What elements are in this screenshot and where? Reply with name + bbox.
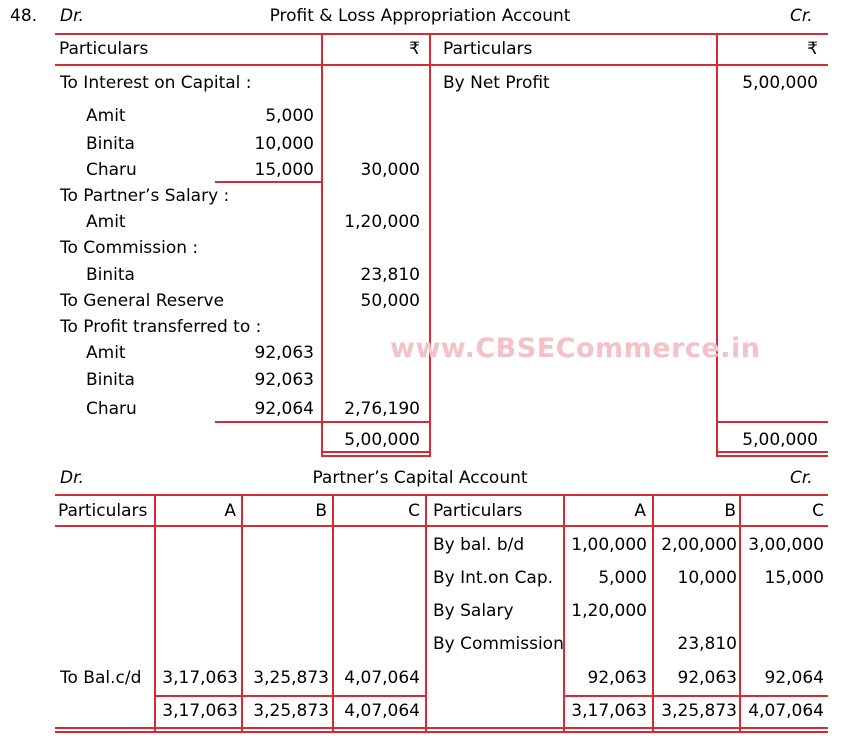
pl-left-total-bottom-2	[321, 455, 429, 457]
pl-net-profit-label: By Net Profit	[443, 73, 550, 93]
pl-divider-2	[429, 33, 431, 457]
question-number: 48.	[10, 6, 38, 26]
pl-reserve-amount: 50,000	[360, 291, 420, 311]
pl-reserve-label: To General Reserve	[60, 291, 225, 311]
pl-interest-amount: 15,000	[254, 160, 314, 180]
pl-profit-name: Amit	[86, 343, 126, 363]
cap-right-total-line	[563, 695, 828, 697]
cap-credit-a: 1,20,000	[571, 601, 647, 621]
cap-bottom-border-1	[55, 727, 828, 729]
cap-header-a: A	[224, 501, 236, 521]
pl-divider-1	[321, 33, 323, 457]
pl-interest-name: Amit	[86, 106, 126, 126]
pl-interest-amount: 10,000	[254, 134, 314, 154]
pl-header-border	[55, 64, 828, 66]
cap-credit-label: By Salary	[433, 601, 514, 621]
pl-right-total-bottom-2	[716, 455, 828, 457]
pl-salary-name: Amit	[86, 212, 126, 232]
pl-left-total-bottom-1	[321, 451, 429, 453]
cap-total-right-b: 3,25,873	[661, 701, 737, 721]
pl-account-title: Profit & Loss Appropriation Account	[269, 6, 571, 26]
cap-header-a2: A	[634, 501, 646, 521]
pl-profit-heading: To Profit transferred to :	[60, 317, 262, 337]
pl-profit-amount: 92,063	[254, 370, 314, 390]
pl-commission-name: Binita	[86, 265, 135, 285]
pl-profit-name: Charu	[86, 399, 137, 419]
cap-left-total-line	[154, 695, 427, 697]
cap-credit-a: 5,000	[598, 568, 647, 588]
cap-debit-a: 3,17,063	[162, 668, 238, 688]
pl-top-border	[55, 33, 828, 35]
cap-debit-label: To Bal.c/d	[60, 668, 142, 688]
cap-credit-c: 3,00,000	[748, 535, 824, 555]
cap-credit-b: 23,810	[677, 634, 737, 654]
cap-debit-c: 4,07,064	[344, 668, 420, 688]
cap-header-particulars-right: Particulars	[433, 501, 523, 521]
pl-commission-amount: 23,810	[360, 265, 420, 285]
cap-credit-label: By Commission	[433, 634, 564, 654]
cap-credit-b: 10,000	[677, 568, 737, 588]
pl-debit-total: 5,00,000	[344, 430, 420, 450]
cap-credit-c: 15,000	[764, 568, 824, 588]
cap-total-left-b: 3,25,873	[253, 701, 329, 721]
cap-header-b2: B	[724, 501, 736, 521]
cap-credit-a: 92,063	[587, 668, 647, 688]
pl-salary-amount: 1,20,000	[344, 212, 420, 232]
pl-interest-total: 30,000	[360, 160, 420, 180]
pl-profit-amount: 92,064	[254, 399, 314, 419]
pl-right-total-line	[716, 421, 828, 423]
cap-total-right-a: 3,17,063	[571, 701, 647, 721]
pl-salary-heading: To Partner’s Salary :	[60, 186, 230, 206]
pl-header-particulars-right: Particulars	[443, 39, 533, 59]
pl-profit-underline	[215, 421, 429, 423]
cap-top-border	[55, 494, 828, 496]
pl-cr-label: Cr.	[790, 6, 813, 26]
pl-interest-underline	[215, 181, 322, 183]
pl-profit-amount: 92,063	[254, 343, 314, 363]
pl-commission-heading: To Commission :	[60, 238, 199, 258]
pl-profit-name: Binita	[86, 370, 135, 390]
pl-divider-3	[716, 33, 718, 457]
pl-net-profit-amount: 5,00,000	[742, 73, 818, 93]
cap-total-right-c: 4,07,064	[748, 701, 824, 721]
cap-bottom-border-2	[55, 731, 828, 733]
cap-header-c2: C	[812, 501, 824, 521]
cap-credit-label: By bal. b/d	[433, 535, 525, 555]
cap-debit-b: 3,25,873	[253, 668, 329, 688]
cap-header-c: C	[408, 501, 420, 521]
cap-cr-label: Cr.	[790, 468, 813, 488]
cap-header-b: B	[315, 501, 327, 521]
pl-interest-heading: To Interest on Capital :	[60, 73, 252, 93]
cap-total-left-a: 3,17,063	[162, 701, 238, 721]
cap-credit-label: By Int.on Cap.	[433, 568, 554, 588]
cap-header-border	[55, 525, 828, 527]
pl-right-total-bottom-1	[716, 451, 828, 453]
cap-credit-a: 1,00,000	[571, 535, 647, 555]
cap-total-left-c: 4,07,064	[344, 701, 420, 721]
cap-header-particulars-left: Particulars	[58, 501, 148, 521]
cap-credit-c: 92,064	[764, 668, 824, 688]
pl-interest-amount: 5,000	[265, 106, 314, 126]
pl-credit-total: 5,00,000	[742, 430, 818, 450]
cap-account-title: Partner’s Capital Account	[312, 468, 528, 488]
pl-header-particulars-left: Particulars	[59, 39, 149, 59]
pl-dr-label: Dr.	[60, 6, 84, 26]
cap-credit-b: 2,00,000	[661, 535, 737, 555]
pl-header-rupee-right: ₹	[807, 39, 818, 59]
pl-header-rupee-left: ₹	[409, 39, 420, 59]
pl-profit-total: 2,76,190	[344, 399, 420, 419]
cap-credit-b: 92,063	[677, 668, 737, 688]
watermark: www.CBSECommerce.in	[390, 333, 761, 364]
cap-dr-label: Dr.	[60, 468, 84, 488]
pl-interest-name: Binita	[86, 134, 135, 154]
pl-interest-name: Charu	[86, 160, 137, 180]
